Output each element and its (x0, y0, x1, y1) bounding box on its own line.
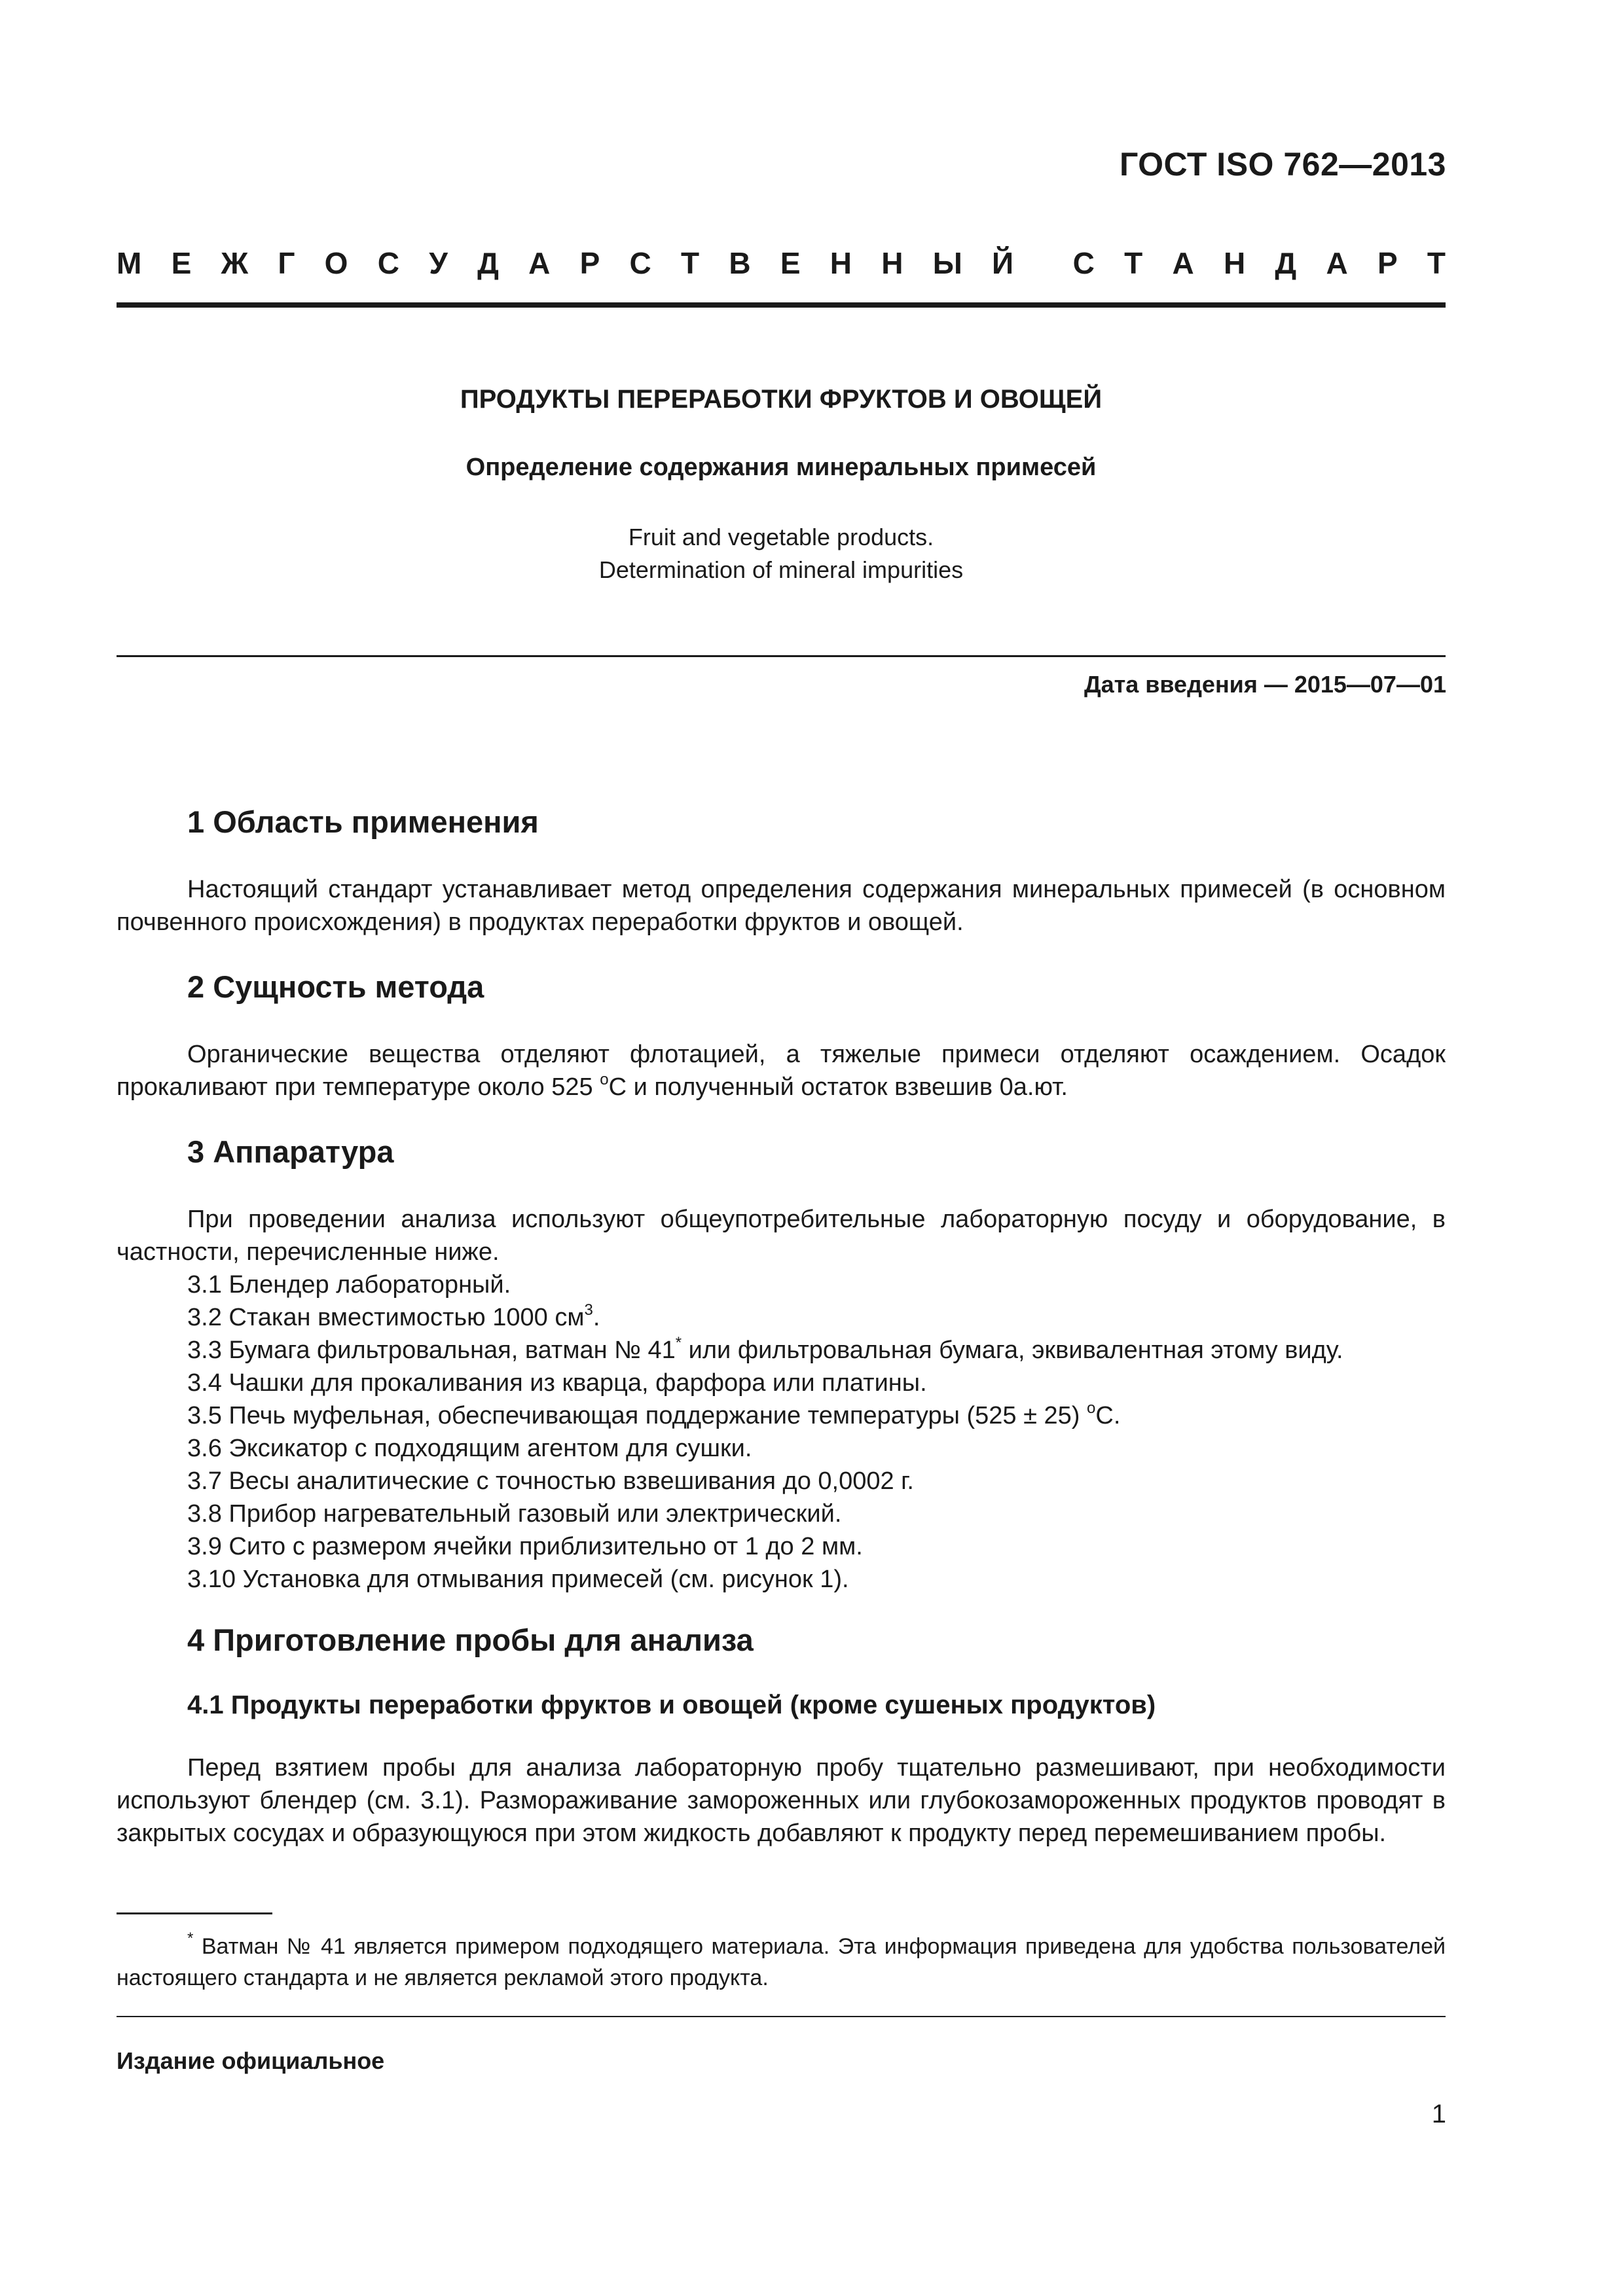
banner-letter: Д (1275, 246, 1297, 280)
page-number: 1 (1431, 2100, 1446, 2128)
apparatus-item-3-6: 3.6 Эксикатор с подходящим агентом для сушки. (187, 1435, 752, 1462)
banner-letter: Т (1427, 246, 1446, 280)
footnote-text: Ватман № 41 является примером подходящего материала. Эта информация приведена для удобства пользователей настоящего стандарта и не является рекламой этого продукта. (117, 1934, 1446, 1990)
document-title: ПРОДУКТЫ ПЕРЕРАБОТКИ ФРУКТОВ И ОВОЩЕЙ (460, 385, 1103, 414)
footnote-marker: * (187, 1929, 194, 1947)
banner-letter: Т (681, 246, 700, 280)
apparatus-item-3-2 (187, 1301, 600, 1334)
banner-letter: Т (1124, 246, 1143, 280)
header-rule (117, 302, 1446, 308)
section-3-heading: 3 Аппаратура (187, 1134, 394, 1169)
apparatus-item-3-3 (187, 1334, 1343, 1367)
section-4-1-text: Перед взятием пробы для анализа лабораторную пробу тщательно размешивают, при необходимости используют блендер (см. 3.1). Размораживание замороженных или глубокозамороженных продуктов проводят в закрытых сосудах и образующуюся при этом жидкость добавляют к продукту перед перемешиванием пробы. (117, 1754, 1446, 1847)
section-4-heading: 4 Приготовление пробы для анализа (187, 1623, 754, 1657)
item-3-2-end: . (593, 1304, 600, 1331)
banner-letter: А (1326, 246, 1348, 280)
section-2-text-a: Органические вещества отделяют флотацией, а тяжелые примеси отделяют осаждением. Осадок прокаливают при температуре около 525 (117, 1041, 1446, 1101)
footer-rule (117, 2016, 1446, 2017)
banner-letter: Й (992, 246, 1014, 280)
degree-sup: о (1087, 1399, 1096, 1417)
banner-letter: С (377, 246, 399, 280)
title-rule (117, 655, 1446, 657)
section-3-text: При проведении анализа используют общеупотребительные лабораторную посуду и оборудование, в частности, перечисленные ниже. (117, 1206, 1446, 1266)
apparatus-item-3-4: 3.4 Чашки для прокаливания из кварца, фарфора или платины. (187, 1369, 927, 1397)
apparatus-item-3-10: 3.10 Установка для отмывания примесей (см. рисунок 1). (187, 1566, 849, 1593)
banner-letter: А (528, 246, 551, 280)
banner-letter: В (729, 246, 751, 280)
item-3-3-text: 3.3 Бумага фильтровальная, ватман № 41 (187, 1336, 676, 1364)
apparatus-item-3-8: 3.8 Прибор нагревательный газовый или электрический. (187, 1500, 842, 1528)
cubic-sup: 3 (584, 1301, 593, 1319)
english-title-line-2: Determination of mineral impurities (598, 556, 964, 583)
introduction-date: Дата введения — 2015—07—01 (1084, 671, 1446, 698)
apparatus-item-3-5 (187, 1399, 1120, 1432)
banner-letter: Н (830, 246, 852, 280)
item-3-5-text: 3.5 Печь муфельная, обеспечивающая поддержание температуры (525 ± 25) (187, 1402, 1087, 1429)
apparatus-item-3-7: 3.7 Весы аналитические с точностью взвешивания до 0,0002 г. (187, 1467, 914, 1495)
banner-letter: Н (881, 246, 903, 280)
banner-letter: У (429, 246, 448, 280)
footnote (117, 1931, 1446, 1994)
banner-letter: Д (477, 246, 499, 280)
section-1-heading: 1 Область применения (187, 804, 539, 839)
section-2-heading: 2 Сущность метода (187, 969, 484, 1004)
section-2-text (117, 1038, 1446, 1103)
official-edition-label: Издание официальное (117, 2047, 385, 2074)
item-3-2-text: 3.2 Стакан вместимостью 1000 см (187, 1304, 585, 1331)
english-title-line-1: Fruit and vegetable products. (628, 524, 934, 550)
banner-letter: Р (579, 246, 600, 280)
interstate-standard-banner (117, 245, 1446, 281)
banner-letter: Ж (221, 246, 249, 280)
banner-letter: Ы (932, 246, 962, 280)
banner-letter: Е (780, 246, 801, 280)
footnote-rule (117, 1912, 272, 1914)
banner-letter: Р (1377, 246, 1398, 280)
item-3-3-end: или фильтровальная бумага, эквивалентная этому виду. (682, 1336, 1343, 1364)
degree-sup: о (600, 1071, 609, 1088)
banner-letter: М (117, 246, 142, 280)
banner-letter: Н (1223, 246, 1246, 280)
apparatus-item-3-1: 3.1 Блендер лабораторный. (187, 1271, 511, 1299)
banner-letter: Г (278, 246, 295, 280)
footnote-ref: * (675, 1334, 682, 1352)
section-4-1-heading: 4.1 Продукты переработки фруктов и овощей (кроме сушеных продуктов) (187, 1691, 1156, 1719)
document-code: ГОСТ ISO 762—2013 (1119, 146, 1446, 183)
item-3-5-end: С. (1095, 1402, 1121, 1429)
banner-letter: С (1072, 246, 1095, 280)
apparatus-item-3-9: 3.9 Сито с размером ячейки приблизительно от 1 до 2 мм. (187, 1533, 863, 1560)
section-2-text-b: С и полученный остаток взвешив 0а.ют. (608, 1073, 1068, 1101)
section-1-text: Настоящий стандарт устанавливает метод определения содержания минеральных примесей (в основном почвенного происхождения) в продуктах переработки фруктов и овощей. (117, 876, 1446, 936)
banner-letter: Е (171, 246, 192, 280)
document-subtitle: Определение содержания минеральных примесей (465, 454, 1097, 481)
banner-letter: С (629, 246, 651, 280)
banner-letter: А (1172, 246, 1194, 280)
banner-letter: О (324, 246, 348, 280)
